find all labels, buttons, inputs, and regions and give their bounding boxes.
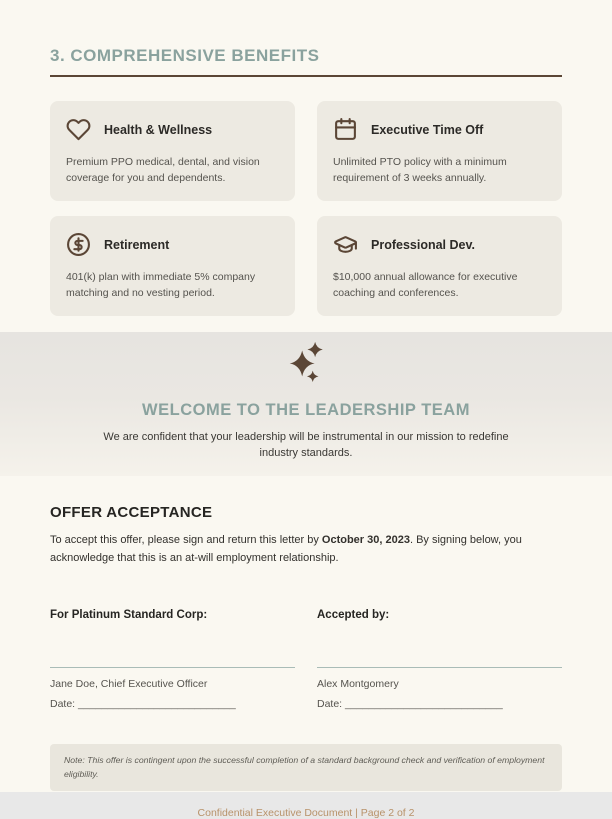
acceptance-text-before: To accept this offer, please sign and return this letter by xyxy=(50,533,322,546)
benefit-card-title: Professional Dev. xyxy=(371,237,475,252)
benefit-card-header xyxy=(333,117,546,142)
sparkles-icon xyxy=(283,338,329,384)
benefit-card-professional-dev xyxy=(317,216,562,316)
company-signature-label: For Platinum Standard Corp: xyxy=(50,609,208,622)
benefit-card-header xyxy=(66,117,279,142)
offer-acceptance-heading: OFFER ACCEPTANCE xyxy=(50,503,213,521)
candidate-signature-label: Accepted by: xyxy=(317,609,390,622)
benefit-card-header xyxy=(333,232,546,257)
signature-blocks xyxy=(50,609,562,710)
benefit-card-title: Health & Wellness xyxy=(104,122,213,137)
benefit-card-retirement xyxy=(50,216,295,316)
offer-acceptance-section xyxy=(50,504,562,567)
benefit-card-title: Executive Time Off xyxy=(371,122,484,137)
candidate-signature-line xyxy=(317,667,562,668)
benefit-card-description: Unlimited PTO policy with a minimum requirement of 3 weeks annually. xyxy=(333,156,507,184)
benefit-card-title: Retirement xyxy=(104,237,170,252)
dollar-circle-icon xyxy=(66,232,91,257)
welcome-message: We are confident that your leadership will be instrumental in our mission to redefine industry standards. xyxy=(103,431,509,459)
candidate-date-line: Date: ___________________________ xyxy=(317,698,503,711)
page-footer: Confidential Executive Document | Page 2 of 2 xyxy=(197,807,415,819)
company-date-line: Date: ___________________________ xyxy=(50,698,236,711)
benefit-card-description: $10,000 annual allowance for executive coaching and conferences. xyxy=(333,271,518,299)
calendar-icon xyxy=(333,117,358,142)
acceptance-deadline: October 30, 2023 xyxy=(321,533,410,546)
section-title: 3. COMPREHENSIVE BENEFITS xyxy=(50,46,320,65)
welcome-title: WELCOME TO THE LEADERSHIP TEAM xyxy=(142,401,470,419)
candidate-signer-name: Alex Montgomery xyxy=(317,678,399,691)
benefit-card-header xyxy=(66,232,279,257)
company-signature-line xyxy=(50,667,295,668)
contingency-note: Note: This offer is contingent upon the successful completion of a standard background check and verification of employment eligibility. xyxy=(50,744,562,791)
benefit-card-time-off xyxy=(317,101,562,201)
benefit-card-health xyxy=(50,101,295,201)
graduation-cap-icon xyxy=(333,232,358,257)
welcome-banner xyxy=(0,332,612,476)
company-signer-name: Jane Doe, Chief Executive Officer xyxy=(50,678,208,691)
company-signature-block xyxy=(50,609,295,710)
section-title-rule xyxy=(50,0,562,77)
benefits-grid xyxy=(50,101,562,316)
heart-icon xyxy=(66,117,91,142)
acceptance-text-after: . By signing below, you acknowledge that this is an at-will employment relationship. xyxy=(50,533,522,565)
benefit-card-description: 401(k) plan with immediate 5% company matching and no vesting period. xyxy=(66,271,256,299)
benefit-card-description: Premium PPO medical, dental, and vision coverage for you and dependents. xyxy=(66,156,260,184)
candidate-signature-block xyxy=(317,609,562,710)
offer-acceptance-paragraph xyxy=(50,531,562,567)
